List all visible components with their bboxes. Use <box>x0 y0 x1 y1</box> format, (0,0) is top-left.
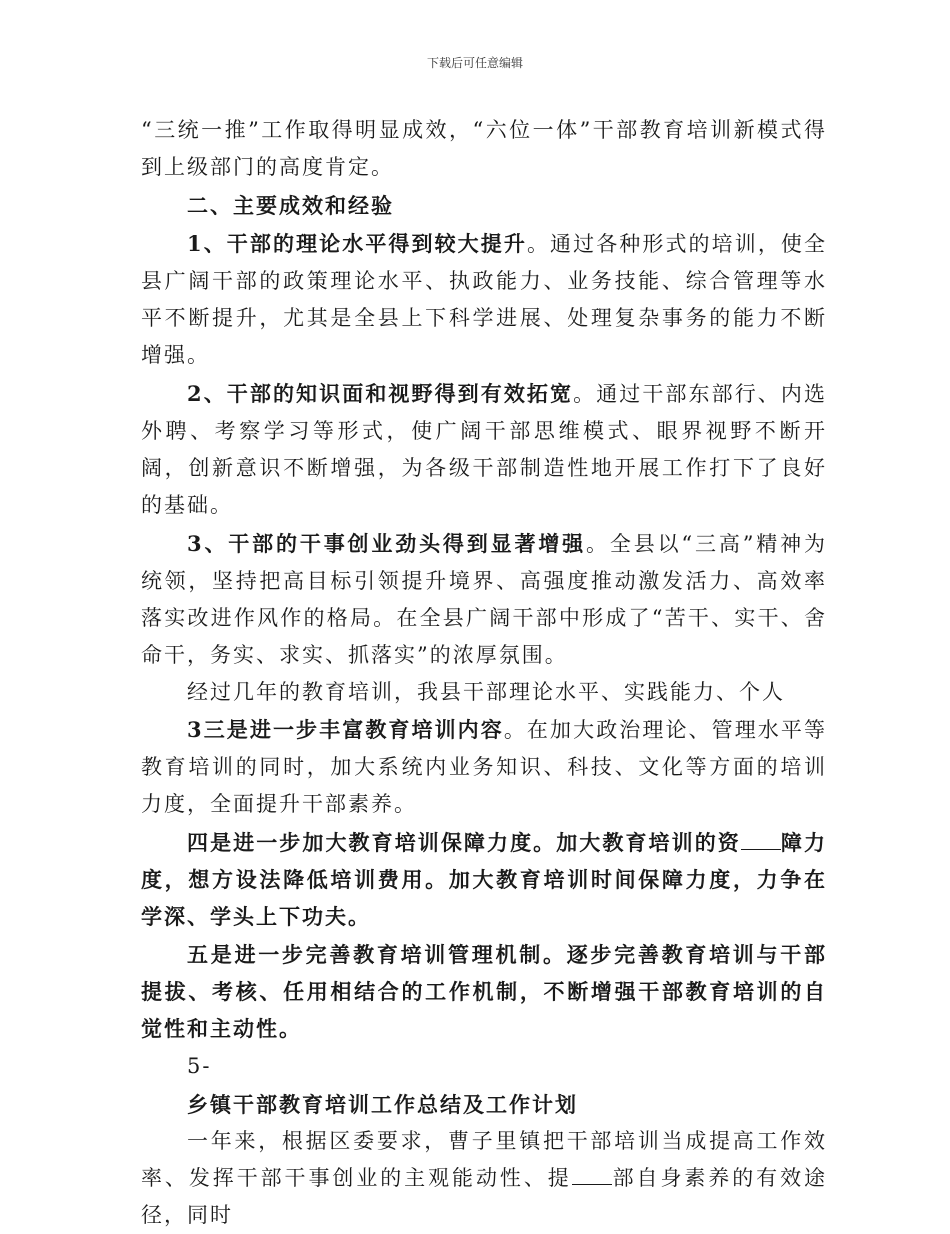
paragraph-text: 。通过干部东部行、内选外聘、考察学习等形式，使广阔干部思维模式、眼界视野不断开阔，创新意识不断增强，为各级干部制造性地开展工作打下了良好的基础。 <box>141 382 827 517</box>
blank-underline <box>741 831 781 850</box>
document-title: 乡镇干部教育培训工作总结及工作计划 <box>187 1092 578 1117</box>
paragraph-intro <box>141 1123 827 1234</box>
paragraph-lead: 2、干部的知识面和视野得到有效拓宽 <box>187 381 574 406</box>
paragraph-lead: 3三是进一步丰富教育培训内容 <box>187 717 504 742</box>
paragraph-text: 一年来，根据区委要求，曹子里镇把干部培训当成提高工作效率、发挥干部干事创业的主观能动性、提 <box>141 1129 827 1190</box>
paragraph-text: 四是进一步加大教育培训保障力度。加大教育培训的资 <box>187 830 741 855</box>
paragraph-lead: 3、干部的干事创业劲头得到显著增强 <box>187 531 587 556</box>
paragraph-text: 。在加大政治理论、管理水平等教育培训的同时，加大系统内业务知识、科技、文化等方面的培训力度，全面提升干部素养。 <box>141 718 827 816</box>
paragraph-content <box>141 711 827 823</box>
paragraph-theory <box>141 225 827 374</box>
paragraph-text: 。全县以“三高”精神为统领，坚持把高目标引领提升境界、高强度推动激发活力、高效率落实改进作风作的格局。在全县广阔干部中形成了“苦干、实干、舍命干，务实、求实、抓落实”的浓厚氛围。 <box>141 532 827 667</box>
paragraph-text: 部自身素养的有效途径，同时 <box>141 1166 828 1227</box>
paragraph-continuation: “三统一推”工作取得明显成效，“六位一体”干部教育培训新模式得到上级部门的高度肯定。 <box>141 118 827 179</box>
section-heading: 二、主要成效和经验 <box>187 193 394 218</box>
paragraph-knowledge <box>141 375 827 524</box>
paragraph-guarantee <box>141 824 827 935</box>
blank-underline <box>572 1166 612 1185</box>
paragraph-text: 。通过各种形式的培训，使全县广阔干部的政策理论水平、执政能力、业务技能、综合管理等水平不断提升，尤其是全县上下科学进展、处理复杂事务的能力不断增强。 <box>141 232 827 367</box>
document-body <box>141 112 827 1234</box>
paragraph-mechanism: 五是进一步完善教育培训管理机制。逐步完善教育培训与干部提拔、考核、任用相结合的工作机制，不断增强干部教育培训的自觉性和主动性。 <box>141 942 827 1041</box>
page-marker: 5- <box>187 1054 212 1078</box>
paragraph-summary: 经过几年的教育培训，我县干部理论水平、实践能力、个人 <box>187 680 785 704</box>
paragraph-enthusiasm <box>141 525 827 674</box>
paragraph-text: 障力度，想方设法降低培训费用。加大教育培训时间保障力度，力争在学深、学头上下功夫。 <box>141 830 828 929</box>
paragraph-lead: 1、干部的理论水平得到较大提升 <box>187 231 527 256</box>
page-header: 下载后可任意编辑 <box>426 56 523 70</box>
